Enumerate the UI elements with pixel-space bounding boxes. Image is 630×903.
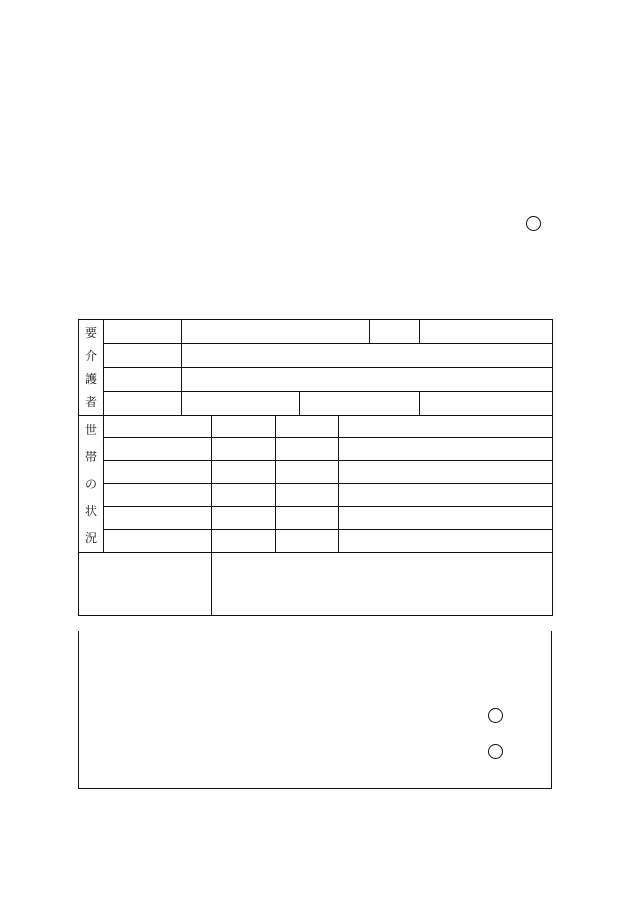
household-col-name xyxy=(104,416,212,438)
household-row-name[interactable] xyxy=(104,484,212,507)
household-side-label: 世 帯 の 状 況 xyxy=(79,416,104,553)
household-row-birth[interactable] xyxy=(276,438,339,461)
recipient-gender-label xyxy=(370,320,420,344)
household-row-birth[interactable] xyxy=(276,507,339,530)
household-row-name[interactable] xyxy=(104,507,212,530)
household-row-name[interactable] xyxy=(104,461,212,484)
cert-date-label xyxy=(300,392,420,416)
remarks-label xyxy=(79,553,212,616)
household-col-birth xyxy=(276,416,339,438)
applicant-seal-icon xyxy=(526,216,541,231)
application-table xyxy=(78,319,553,616)
household-row-notes[interactable] xyxy=(339,530,553,553)
consent-applicant-seal-icon xyxy=(488,708,503,723)
recipient-birth-field[interactable] xyxy=(182,368,553,392)
household-row-birth[interactable] xyxy=(276,484,339,507)
recipient-address-field[interactable] xyxy=(182,344,553,368)
household-row-relation[interactable] xyxy=(212,438,276,461)
recipient-name-field[interactable] xyxy=(182,320,370,344)
remarks-field[interactable] xyxy=(212,553,553,616)
cert-date-field[interactable] xyxy=(420,392,553,416)
consent-recipient-seal-icon xyxy=(488,744,503,759)
recipient-gender-options[interactable] xyxy=(420,320,553,344)
recipient-address-label xyxy=(104,344,182,368)
household-row-relation[interactable] xyxy=(212,461,276,484)
care-level-label xyxy=(104,392,182,416)
household-row-relation[interactable] xyxy=(212,507,276,530)
recipient-birth-label xyxy=(104,368,182,392)
household-row-name[interactable] xyxy=(104,438,212,461)
household-row-notes[interactable] xyxy=(339,438,553,461)
household-row-name[interactable] xyxy=(104,530,212,553)
consent-section xyxy=(78,631,552,789)
recipient-name-label xyxy=(104,320,182,344)
household-row-relation[interactable] xyxy=(212,484,276,507)
household-row-birth[interactable] xyxy=(276,461,339,484)
household-row-notes[interactable] xyxy=(339,507,553,530)
household-row-relation[interactable] xyxy=(212,530,276,553)
household-row-notes[interactable] xyxy=(339,484,553,507)
care-level-options[interactable] xyxy=(182,392,300,416)
care-recipient-side-label: 要 介 護 者 xyxy=(79,320,104,416)
household-row-birth[interactable] xyxy=(276,530,339,553)
household-col-relation xyxy=(212,416,276,438)
household-row-notes[interactable] xyxy=(339,461,553,484)
household-col-notes xyxy=(339,416,553,438)
